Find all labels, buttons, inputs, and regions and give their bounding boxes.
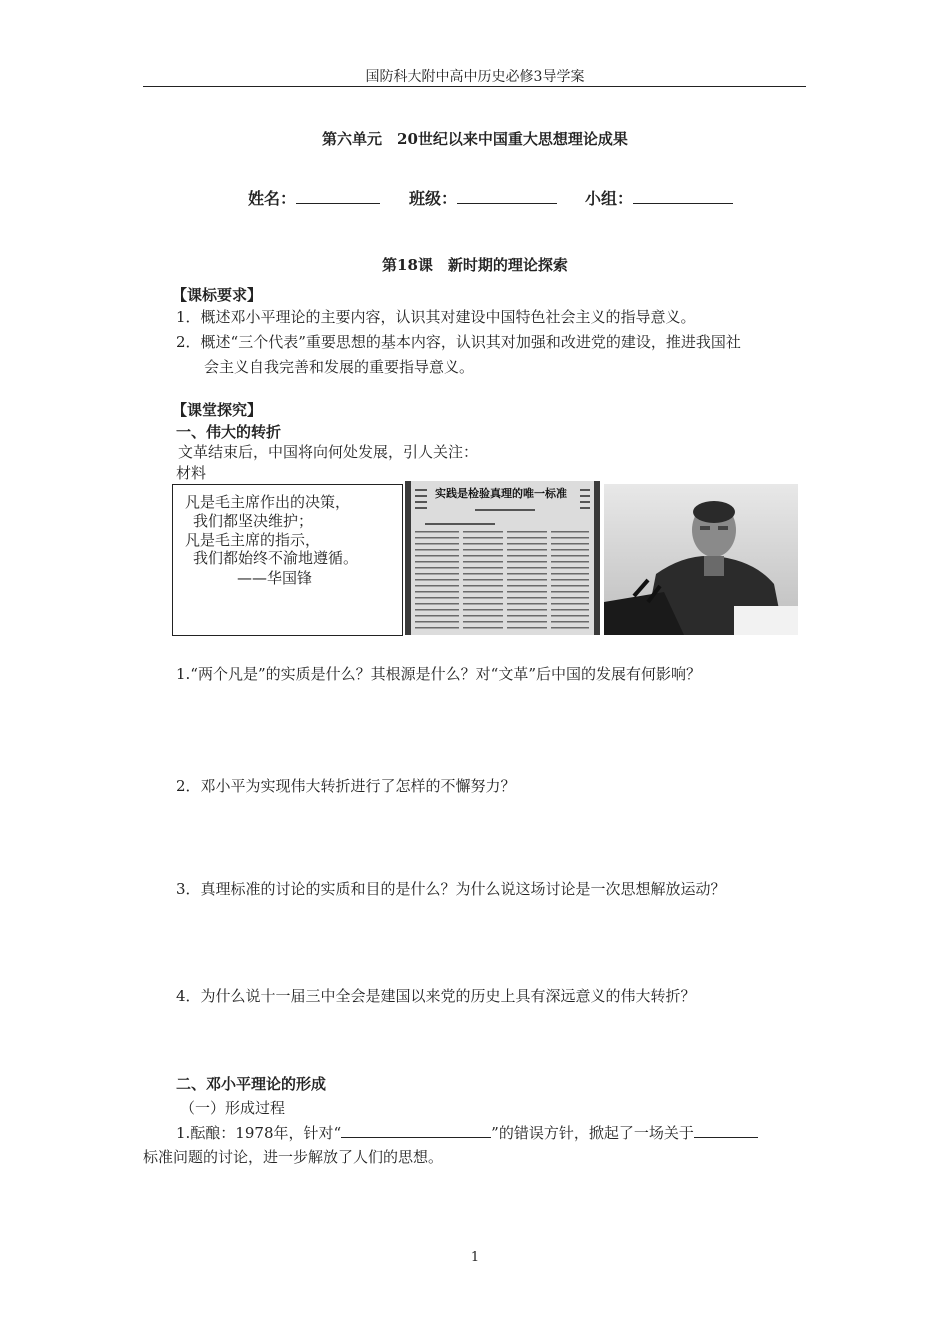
name-field[interactable] (248, 186, 380, 209)
fill-text-a: 1.酝酿：1978年，针对“ (176, 1124, 342, 1142)
unit-title: 第六单元 20世纪以来中国重大思想理论成果 (322, 130, 628, 148)
newspaper-image (405, 481, 600, 635)
fill-line-1 (176, 1122, 758, 1143)
question-1: 1.“两个凡是”的实质是什么？其根源是什么？对“文革”后中国的发展有何影响？ (176, 665, 701, 683)
running-header: 国防科大附中高中历史必修3导学案 (365, 69, 585, 85)
part2-title: 二、邓小平理论的形成 (176, 1075, 327, 1093)
class-label: 班级： (409, 189, 458, 208)
name-blank[interactable] (296, 189, 380, 204)
class-blank[interactable] (457, 189, 557, 204)
quote-line-4: 我们都始终不渝地遵循。 (193, 549, 359, 567)
part1-title: 一、伟大的转折 (176, 423, 282, 441)
lesson-title: 第18课 新时期的理论探索 (382, 256, 568, 274)
part1-intro: 文革结束后，中国将向何处发展，引人关注： (178, 443, 479, 461)
material-label: 材料 (176, 464, 207, 482)
newspaper-headline: 实践是检验真理的唯一标准 (435, 487, 567, 500)
curriculum-item-1: 1．概述邓小平理论的主要内容，认识其对建设中国特色社会主义的指导意义。 (176, 308, 696, 326)
name-label: 姓名： (248, 189, 297, 208)
curriculum-heading: 【课标要求】 (172, 286, 263, 304)
question-4: 4．为什么说十一届三中全会是建国以来党的历史上具有深远意义的伟大转折？ (176, 987, 696, 1005)
quote-line-2: 我们都坚决维护； (193, 512, 314, 530)
group-label: 小组： (585, 189, 634, 208)
fill-line-2: 标准问题的讨论，进一步解放了人们的思想。 (143, 1148, 444, 1166)
group-blank[interactable] (633, 189, 733, 204)
page-number: 1 (470, 1250, 480, 1265)
quote-box (172, 484, 403, 636)
class-field[interactable] (409, 186, 557, 209)
part2-sub1: （一）形成过程 (180, 1099, 286, 1117)
header-rule (143, 86, 806, 87)
fill-blank-1[interactable] (341, 1123, 491, 1138)
quote-line-3: 凡是毛主席的指示， (185, 531, 321, 549)
curriculum-item-2: 2．概述“三个代表”重要思想的基本内容，认识其对加强和改进党的建设，推进我国社 (176, 333, 741, 351)
speaker-photo (604, 484, 798, 635)
question-2: 2．邓小平为实现伟大转折进行了怎样的不懈努力？ (176, 777, 516, 795)
inquiry-heading: 【课堂探究】 (172, 401, 263, 419)
fill-text-b: ”的错误方针，掀起了一场关于 (491, 1124, 694, 1142)
group-field[interactable] (585, 186, 733, 209)
question-3: 3．真理标准的讨论的实质和目的是什么？为什么说这场讨论是一次思想解放运动？ (176, 880, 726, 898)
quote-author: ——华国锋 (237, 569, 313, 587)
curriculum-item-2-cont: 会主义自我完善和发展的重要指导意义。 (204, 358, 475, 376)
newspaper-graphic (405, 481, 600, 635)
speaker-photo-graphic (604, 484, 798, 635)
fill-blank-2[interactable] (694, 1123, 758, 1138)
quote-line-1: 凡是毛主席作出的决策， (185, 493, 351, 511)
